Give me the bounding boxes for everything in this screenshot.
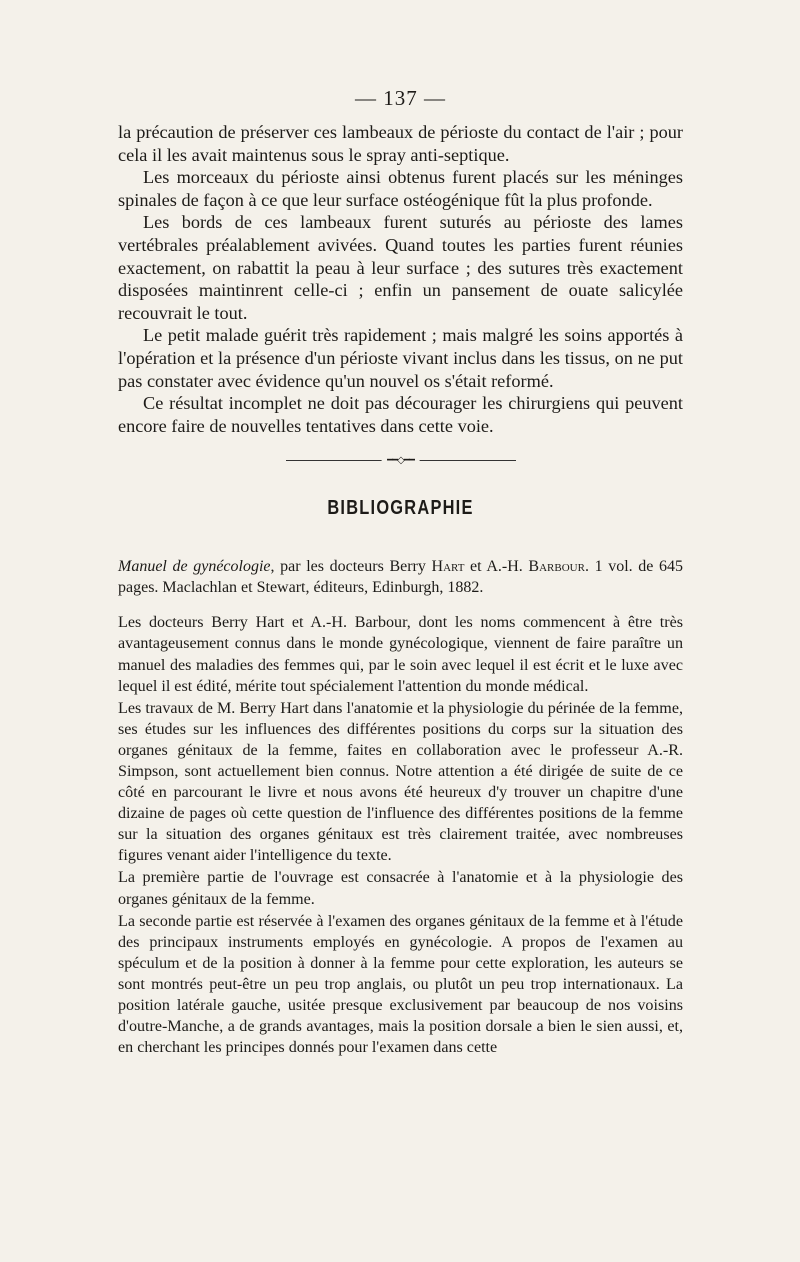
- author-name: Barbour: [528, 558, 585, 576]
- paragraph: La première partie de l'ouvrage est consacrée à l'anatomie et à la physiologie des organes génitaux de la femme.: [118, 869, 683, 908]
- book-citation: [118, 556, 683, 598]
- lead-text: [118, 121, 683, 437]
- paragraph: Les morceaux du périoste ainsi obtenus furent placés sur les méninges spinales de façon à ce que leur surface ostéogénique fût la plus profonde.: [118, 167, 683, 210]
- paragraph: Les docteurs Berry Hart et A.-H. Barbour, dont les noms commencent à être très avantageusement connus dans le monde gynécologique, viennent de faire paraître un manuel des maladies des femmes qui, par le soin avec lequel il est écrit et le luxe avec lequel il est édité, mérite tout spécialement l'attention du monde médical.: [118, 614, 683, 695]
- section-title: BIBLIOGRAPHIE: [327, 497, 474, 520]
- paragraph: la précaution de préserver ces lambeaux de périoste du contact de l'air ; pour cela il les avait maintenus sous le spray anti-septique.: [118, 122, 683, 165]
- paragraph: Les bords de ces lambeaux furent suturés au périoste des lames vertébrales préalablement avivées. Quand toutes les parties furent réunies exactement, on rabattit la peau à leur surface ; des sutures très exactement disposées maintinrent celle-ci ; enfin un pansement de ouate salicylée recouvrait le tout.: [118, 212, 683, 323]
- author-name: Hart: [431, 558, 465, 576]
- paragraph: Les travaux de M. Berry Hart dans l'anatomie et la physiologie du périnée de la femme, ses études sur les influences des différentes positions du corps sur la situation des organes génitaux de la femme, faites en collaboration avec le professeur A.-R. Simpson, sont actuellement bien connus. Notre attention a été dirigée de suite de ce côté en parcourant le livre et nous avons été heureux d'y trouver un chapitre d'une dizaine de pages où cette question de l'influence des différentes positions de la femme sur la situation des organes génitaux est très clairement traitée, avec nombreuses figures venant aider l'intelligence du texte.: [118, 699, 683, 865]
- page: [118, 86, 683, 1058]
- review-text: [118, 612, 683, 1058]
- citation-details: . 1 vol. de 645 pages. Maclachlan et Stewart, éditeurs, Edinburgh, 1882.: [118, 558, 683, 597]
- paragraph: La seconde partie est réservée à l'examen des organes génitaux de la femme et à l'étude des principaux instruments employés en gynécologie. A propos de l'examen au spéculum et de la position à donner à la femme pour cette exploration, les auteurs se sont montrés peut-être un peu trop anglais, ou plutôt un peu trop internationaux. La position latérale gauche, usitée presque exclusivement par beaucoup de nos voisins d'outre-Manche, a de grands avantages, mais la position dorsale a bien le sien aussi, et, en cherchant les principes donnés pour l'examen dans cette: [118, 912, 683, 1057]
- book-title: Manuel de gynécologie: [118, 558, 271, 576]
- divider-ornament: ━━◇━━: [381, 455, 420, 467]
- paragraph: Ce résultat incomplet ne doit pas décourager les chirurgiens qui peuvent encore faire de nouvelles tentatives dans cette voie.: [118, 393, 683, 436]
- citation-and: et A.-H.: [464, 558, 529, 576]
- page-number: — 137 —: [355, 86, 446, 110]
- section-divider: [286, 455, 516, 467]
- citation-authors: , par les docteurs Berry: [270, 558, 432, 576]
- paragraph: Le petit malade guérit très rapidement ; mais malgré les soins apportés à l'opération et la présence d'un périoste vivant inclus dans les tissus, on ne put pas constater avec évidence qu'un nouvel os s'était reformé.: [118, 325, 683, 391]
